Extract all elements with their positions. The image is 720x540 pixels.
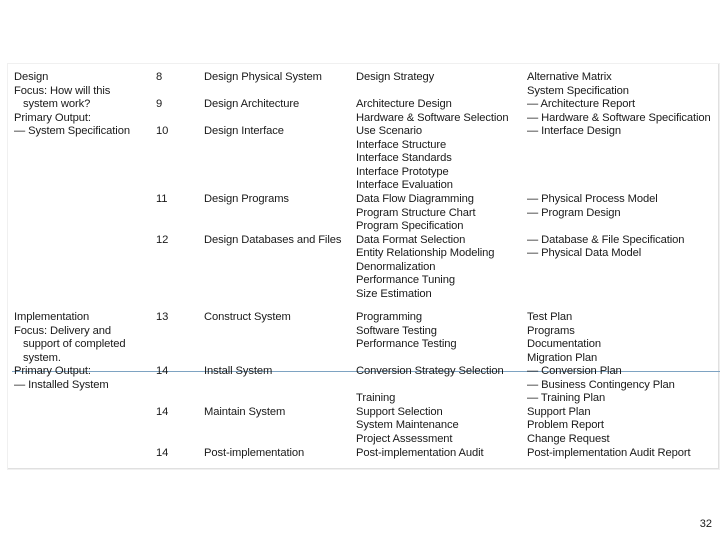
row-activity: Design Databases and Files [204,233,342,246]
row-deliverable: — Physical Data Model [527,247,642,259]
row-technique: Interface Prototype [356,165,449,178]
row-technique: Program Specification [356,220,464,232]
row-deliverable: — Program Design [527,206,621,219]
row-deliverable: — Architecture Report [527,98,635,110]
row-technique: Size Estimation [356,287,432,300]
phase-implementation-line: Implementation [14,311,90,323]
phase-implementation-line: support of completed [14,338,126,350]
row-activity: Design Interface [204,125,284,137]
row-technique: Data Format Selection [356,233,466,246]
phase-design-line: — System Specification [14,125,130,137]
row-chapter: 12 [156,233,169,246]
page-number: 32 [699,518,712,530]
phase-implementation-line: — Installed System [14,378,109,391]
row-activity: Post-implementation [204,446,305,459]
row-chapter: 14 [156,365,169,377]
row-technique: Denormalization [356,260,436,273]
row-technique: Conversion Strategy Selection [356,365,504,377]
row-deliverable: — Hardware & Software Specification [527,111,711,124]
row-deliverable: Documentation [527,338,601,350]
row-technique: Performance Testing [356,338,457,350]
row-chapter: 8 [156,71,163,83]
row-deliverable: Change Request [527,432,610,445]
row-deliverable: Programs [527,324,575,337]
row-deliverable: — Database & File Specification [527,233,685,246]
row-chapter: 10 [156,125,169,137]
row-chapter: 14 [156,446,169,459]
row-technique: Interface Evaluation [356,179,453,191]
row-deliverable: Test Plan [527,311,573,323]
row-chapter: 11 [156,193,168,205]
row-deliverable: System Specification [527,84,629,97]
row-technique: Data Flow Diagramming [356,193,474,205]
row-technique: Programming [356,311,423,323]
row-technique: Architecture Design [356,98,452,110]
row-technique: Interface Structure [356,138,447,151]
row-technique: Post-implementation Audit [356,446,484,459]
row-technique: Interface Standards [356,152,452,164]
phase-design-line: system work? [14,98,91,110]
row-activity: Maintain System [204,405,286,418]
row-deliverable: Problem Report [527,419,604,431]
row-technique: Hardware & Software Selection [356,111,509,124]
row-technique: Design Strategy [356,71,435,83]
row-deliverable: Post-implementation Audit Report [527,446,691,459]
row-chapter: 9 [156,98,163,110]
row-deliverable: — Interface Design [527,125,621,137]
row-activity: Construct System [204,311,291,323]
phase-design-line: Design [14,71,49,83]
row-activity: Design Physical System [204,71,322,83]
row-deliverable: — Business Contingency Plan [527,378,675,391]
phase-design-line: Primary Output: [14,111,91,124]
phase-implementation-line: Primary Output: [14,365,91,377]
row-deliverable: — Physical Process Model [527,193,658,205]
row-activity: Install System [204,365,273,377]
phase-implementation-line: Focus: Delivery and [14,324,111,337]
row-chapter: 14 [156,405,169,418]
phase-implementation-line: system. [14,351,61,364]
row-technique: Entity Relationship Modeling [356,247,495,259]
row-chapter: 13 [156,311,169,323]
row-deliverable: Alternative Matrix [527,71,612,83]
row-activity: Design Architecture [204,98,300,110]
phase-design-line: Focus: How will this [14,84,111,97]
row-activity: Design Programs [204,193,289,205]
row-deliverable: Support Plan [527,405,591,418]
row-technique: Performance Tuning [356,274,455,286]
row-technique: Use Scenario [356,125,422,137]
row-deliverable: — Training Plan [527,392,606,404]
row-technique: Program Structure Chart [356,206,476,219]
row-technique: Software Testing [356,324,437,337]
row-deliverable: Migration Plan [527,351,598,364]
row-technique: System Maintenance [356,419,459,431]
row-technique: Project Assessment [356,432,453,445]
row-technique: Support Selection [356,405,443,418]
row-deliverable: — Conversion Plan [527,365,622,377]
row-technique: Training [356,392,396,404]
